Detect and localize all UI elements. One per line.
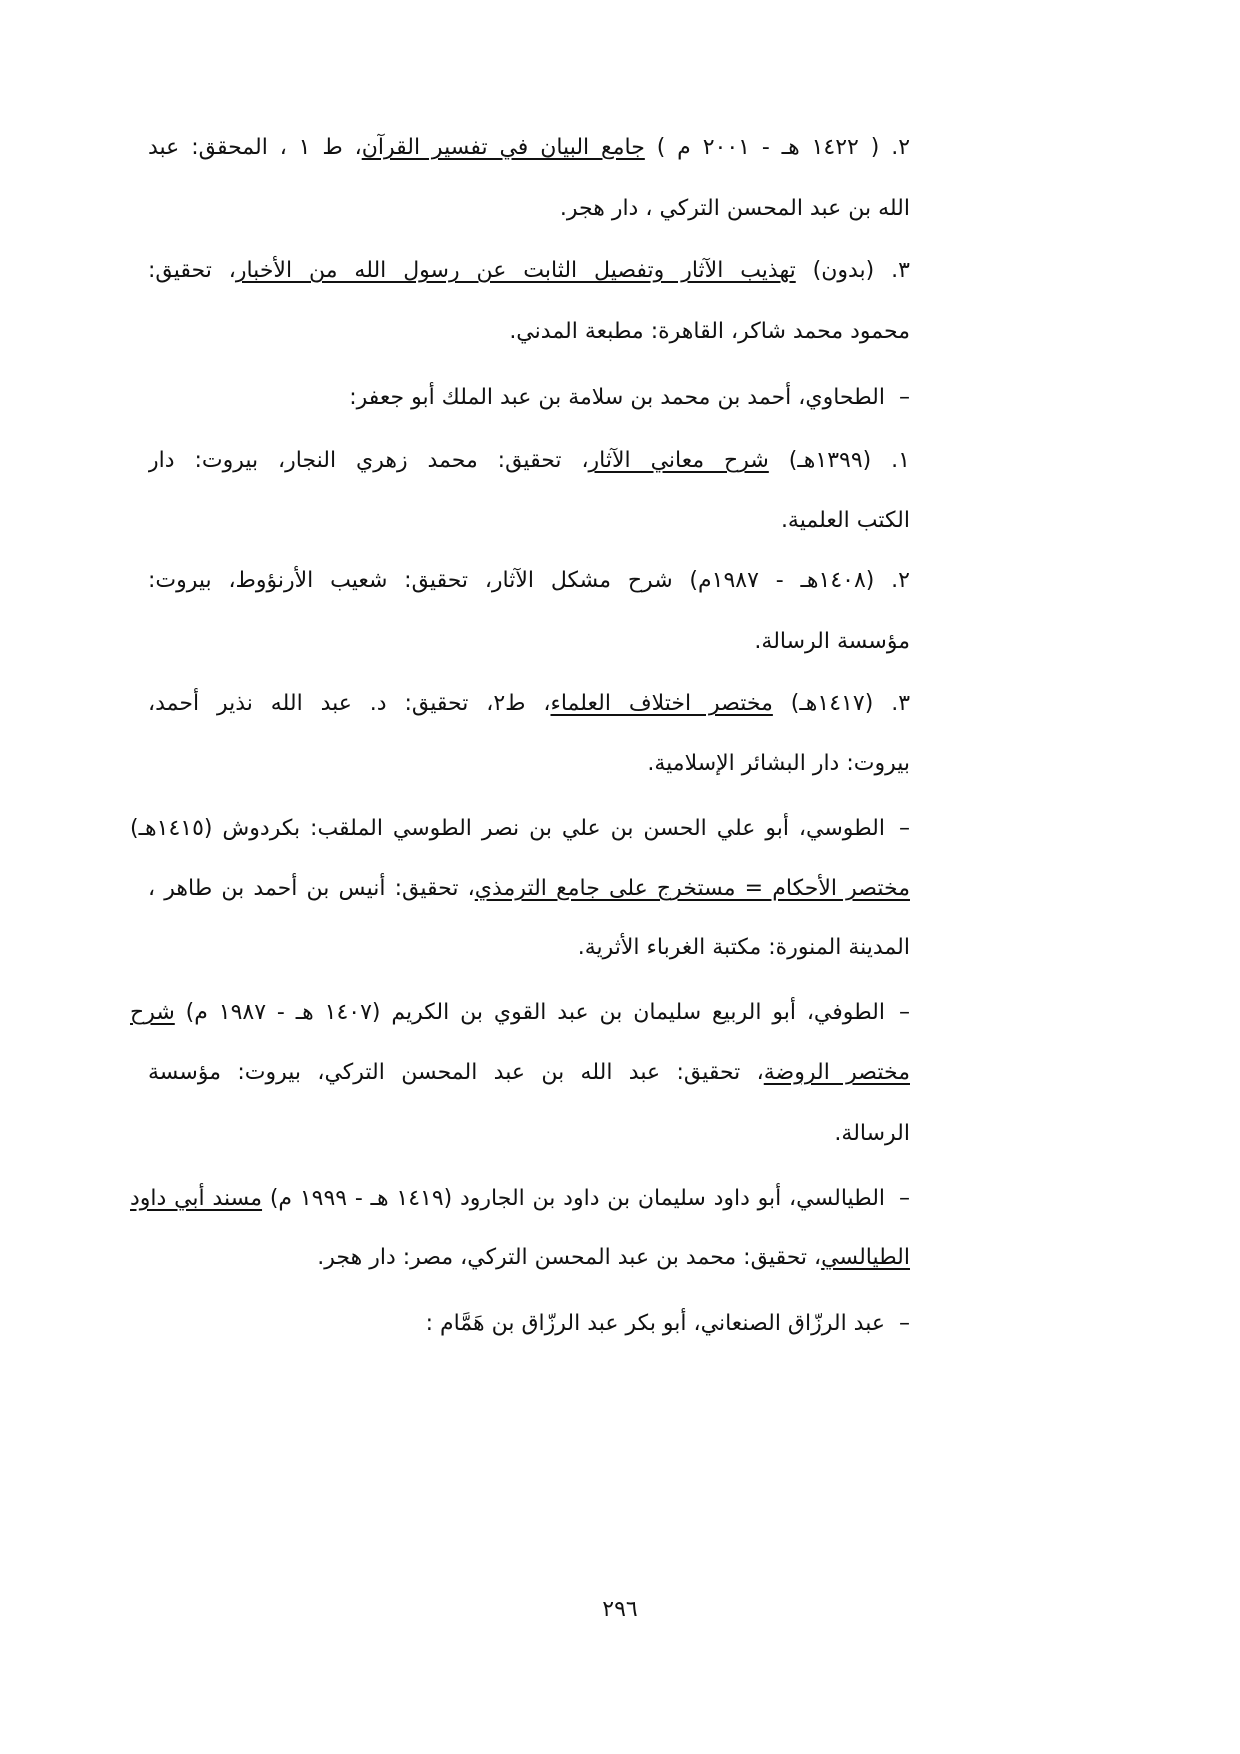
ref-line xyxy=(148,132,910,164)
ref-date: (١٤١٧هـ) xyxy=(790,691,874,716)
author-line xyxy=(130,1183,910,1215)
item-number: ٣. xyxy=(891,258,910,283)
ref-details: محمود محمد شاكر، القاهرة: مطبعة المدني. xyxy=(509,319,910,344)
ref-title: جامع البيان في تفسير القرآن xyxy=(361,135,645,160)
ref-title: شرح xyxy=(130,1000,175,1025)
ref-details: ، تحقيق: عبد الله بن عبد المحسن التركي، بيروت: مؤسسة xyxy=(148,1060,764,1085)
ref-title: تهذيب الآثار وتفصيل الثابت عن رسول الله من الأخبار xyxy=(235,258,796,283)
ref-details: الكتب العلمية. xyxy=(780,508,910,533)
ref-line xyxy=(148,688,910,720)
page-number: ٢٩٦ xyxy=(602,1597,638,1622)
ref-details: ، تحقيق: محمد زهري النجار، بيروت: دار xyxy=(148,448,589,473)
author-name: الطيالسي، أبو داود سليمان بن داود بن الجارود (١٤١٩ هـ - ١٩٩٩ م) xyxy=(269,1186,886,1211)
ref-date: ( ١٤٢٢ هـ - ٢٠٠١ م ) xyxy=(656,135,880,160)
dash-bullet: – xyxy=(899,1186,910,1211)
ref-details: ، تحقيق: أنيس بن أحمد بن طاهر ، xyxy=(148,876,475,901)
item-number: ٣. xyxy=(891,691,910,716)
ref-line xyxy=(148,626,910,658)
ref-details: المدينة المنورة: مكتبة الغرباء الأثرية. xyxy=(577,935,910,960)
ref-line xyxy=(148,445,910,477)
ref-title: مختصر الأحكام = مستخرج على جامع الترمذي xyxy=(474,876,910,901)
ref-details: الرسالة. xyxy=(834,1121,910,1146)
ref-details: الله بن عبد المحسن التركي ، دار هجر. xyxy=(559,196,910,221)
ref-details: مؤسسة الرسالة. xyxy=(754,629,910,654)
item-number: ٢. xyxy=(891,135,910,160)
ref-title: مسند أبي داود xyxy=(130,1186,263,1211)
ref-line xyxy=(148,1242,910,1274)
ref-details: ، ط٢، تحقيق: د. عبد الله نذير أحمد، xyxy=(148,691,551,716)
author-line xyxy=(130,382,910,414)
author-name: الطحاوي، أحمد بن محمد بن سلامة بن عبد الملك أبو جعفر: xyxy=(349,385,885,410)
ref-details: ، تحقيق: محمد بن عبد المحسن التركي، مصر: دار هجر. xyxy=(317,1245,822,1270)
dash-bullet: – xyxy=(899,816,910,841)
ref-details: ، ط ١ ، المحقق: عبد xyxy=(148,135,362,160)
ref-line xyxy=(148,565,910,597)
ref-line xyxy=(148,255,910,287)
dash-bullet: – xyxy=(899,1000,910,1025)
ref-line xyxy=(148,1057,910,1089)
author-line xyxy=(130,997,910,1029)
dash-bullet: – xyxy=(899,385,910,410)
ref-title: الطيالسي xyxy=(821,1245,910,1270)
author-line xyxy=(130,813,910,845)
ref-line xyxy=(148,932,910,964)
ref-line xyxy=(148,505,910,537)
ref-line xyxy=(148,1118,910,1150)
ref-details: بيروت: دار البشائر الإسلامية. xyxy=(647,751,910,776)
author-name: الطوسي، أبو علي الحسن بن علي بن نصر الطوسي الملقب: بكردوش (١٤١٥هـ) xyxy=(130,816,885,841)
ref-line xyxy=(148,193,910,225)
item-number: ١. xyxy=(891,448,910,473)
author-name: عبد الرزّاق الصنعاني، أبو بكر عبد الرزّاق بن هَمَّام : xyxy=(425,1311,885,1336)
ref-line xyxy=(148,873,910,905)
dash-bullet: – xyxy=(899,1311,910,1336)
ref-title: شرح معاني الآثار xyxy=(588,448,769,473)
ref-details: (١٤٠٨هـ - ١٩٨٧م) شرح مشكل الآثار، تحقيق: شعيب الأرنؤوط، بيروت: xyxy=(148,568,875,593)
ref-date: (بدون) xyxy=(812,258,875,283)
author-name: الطوفي، أبو الربيع سليمان بن عبد القوي بن الكريم (١٤٠٧ هـ - ١٩٨٧ م) xyxy=(185,1000,886,1025)
ref-title: مختصر اختلاف العلماء xyxy=(550,691,773,716)
ref-line xyxy=(148,316,910,348)
ref-line xyxy=(148,748,910,780)
item-number: ٢. xyxy=(891,568,910,593)
author-line xyxy=(130,1308,910,1340)
ref-title: مختصر الروضة xyxy=(763,1060,910,1085)
ref-details: ، تحقيق: xyxy=(148,258,236,283)
ref-date: (١٣٩٩هـ) xyxy=(788,448,872,473)
